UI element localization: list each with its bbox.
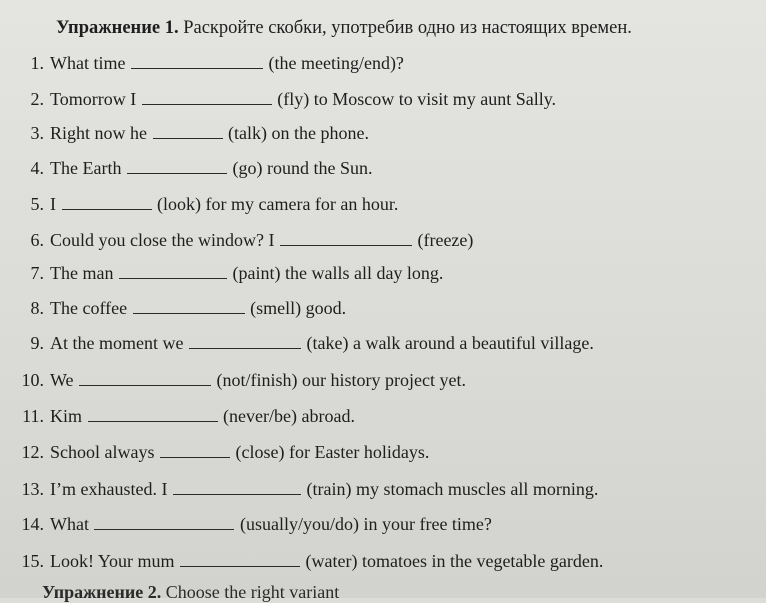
next-exercise-number: Упражнение 2.: [42, 582, 162, 602]
item-text-after: (take) a walk around a beautiful village.: [306, 333, 594, 353]
item-text-after: (train) my stomach muscles all morning.: [306, 479, 599, 499]
item-number: 4.: [30, 158, 44, 178]
answer-blank[interactable]: [119, 264, 227, 279]
answer-blank[interactable]: [133, 299, 245, 314]
item-text-after: (look) for my camera for an hour.: [157, 194, 399, 214]
item-number: 2.: [30, 89, 44, 109]
item-text-before: We: [50, 370, 74, 390]
item-number: 13.: [21, 479, 44, 499]
item-text-after: (close) for Easter holidays.: [235, 442, 430, 462]
item-number: 12.: [21, 442, 44, 462]
exercise-instruction: Раскройте скобки, употребив одно из настоящих времен.: [178, 18, 632, 38]
item-text-after: (paint) the walls all day long.: [232, 263, 444, 283]
item-text-before: Kim: [50, 406, 83, 426]
answer-blank[interactable]: [189, 334, 301, 349]
exercise-number: Упражнение 1.: [56, 18, 179, 38]
item-text-after: (not/finish) our history project yet.: [216, 370, 466, 390]
item-number: 15.: [21, 551, 44, 571]
item-number: 8.: [30, 298, 44, 318]
answer-blank[interactable]: [173, 480, 301, 495]
answer-blank[interactable]: [142, 90, 272, 105]
item-text-after: (talk) on the phone.: [228, 123, 369, 143]
answer-blank[interactable]: [94, 515, 234, 530]
item-number: 7.: [30, 263, 44, 283]
item-number: 11.: [22, 406, 44, 426]
item-text-after: (water) tomatoes in the vegetable garden.: [305, 551, 604, 571]
answer-blank[interactable]: [79, 371, 211, 386]
next-exercise-instruction: Choose the right variant: [161, 582, 340, 602]
answer-blank[interactable]: [127, 159, 227, 174]
item-text-after: (smell) good.: [250, 298, 347, 318]
answer-blank[interactable]: [180, 552, 300, 567]
item-text-before: The coffee: [50, 298, 128, 318]
answer-blank[interactable]: [153, 124, 223, 139]
item-text-before: What time: [50, 53, 126, 73]
item-number: 9.: [30, 333, 44, 353]
item-text-before: What: [50, 514, 89, 534]
item-text-before: At the moment we: [50, 333, 184, 353]
item-number: 5.: [30, 194, 44, 214]
item-text-before: The man: [50, 263, 114, 283]
item-number: 10.: [21, 370, 44, 390]
item-text-after: (fly) to Moscow to visit my aunt Sally.: [277, 89, 557, 109]
item-text-before: Look! Your mum: [50, 551, 175, 571]
answer-blank[interactable]: [280, 231, 412, 246]
item-text-after: (usually/you/do) in your free time?: [239, 514, 492, 534]
item-number: 1.: [30, 53, 44, 73]
exercise-title: [56, 18, 632, 39]
item-number: 3.: [30, 123, 44, 143]
item-text-before: Could you close the window? I: [50, 230, 275, 250]
next-exercise-title: [42, 582, 339, 603]
item-number: 14.: [21, 514, 44, 534]
item-text-after: (never/be) abroad.: [223, 406, 355, 426]
item-text-after: (go) round the Sun.: [232, 158, 373, 178]
item-text-before: I’m exhausted. I: [50, 479, 168, 499]
item-text-before: Right now he: [50, 123, 147, 143]
answer-blank[interactable]: [88, 407, 218, 422]
item-text-before: Tomorrow I: [50, 89, 137, 109]
item-text-before: School always: [50, 442, 155, 462]
item-text-after: (the meeting/end)?: [268, 53, 404, 73]
item-number: 6.: [30, 230, 44, 250]
item-text-before: I: [50, 194, 56, 214]
answer-blank[interactable]: [131, 54, 263, 69]
answer-blank[interactable]: [160, 443, 230, 458]
answer-blank[interactable]: [62, 195, 152, 210]
item-text-before: The Earth: [50, 158, 122, 178]
item-text-after: (freeze): [417, 230, 474, 250]
